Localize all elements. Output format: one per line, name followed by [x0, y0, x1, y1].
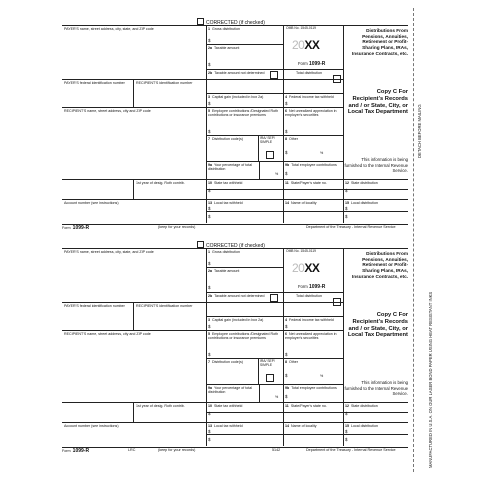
- col-divider: [283, 248, 284, 446]
- box-4-label: 4 Federal income tax withheld: [285, 318, 334, 322]
- box-10-label: 10 State tax withheld: [208, 404, 243, 408]
- checkbox-icon: [197, 241, 204, 248]
- box-8-label: 8 Other: [285, 137, 298, 141]
- box-15-label: 15 Local distribution: [345, 424, 378, 428]
- row-divider: [206, 161, 343, 162]
- footer-department: Department of the Treasury - Internal Revenue Service: [306, 225, 396, 229]
- irs-notice: This information is being furnished to the Internal Revenue Service.: [344, 157, 408, 174]
- col-divider: [343, 25, 344, 223]
- box-3-dollar: $: [208, 101, 211, 106]
- col-divider: [343, 248, 344, 446]
- box-2b-total-label: Total distribution: [296, 294, 322, 298]
- omb-number: OMB No. 1545-0119: [286, 249, 316, 253]
- box-2b-label: 2b Taxable amount not determined: [208, 71, 265, 75]
- box-2b-total-checkbox[interactable]: [333, 298, 341, 306]
- copy-designation: Copy C For Recipient's Records and / or State, City, or Local Tax Department: [347, 89, 408, 116]
- box-15-dollar-2: $: [345, 214, 348, 219]
- box-2a-label: 2a Taxable amount: [208, 46, 240, 50]
- box-2b-checkbox[interactable]: [270, 294, 278, 302]
- footer-form-name: Form 1099-R: [62, 225, 90, 231]
- box-4-dollar: $: [285, 324, 288, 329]
- footer-keep: (keep for your records): [158, 225, 196, 229]
- box-13-label: 13 Local tax withheld: [208, 201, 243, 205]
- box-13-label: 13 Local tax withheld: [208, 424, 243, 428]
- box-9a-percent: %: [275, 172, 279, 176]
- col-divider: [133, 302, 134, 330]
- perforation-line: [413, 8, 414, 472]
- checkbox-icon: [197, 18, 204, 25]
- box-9b-label: 9b Total employee contributions: [285, 163, 337, 167]
- row-divider: [206, 69, 343, 70]
- copy-designation: Copy C For Recipient's Records and / or State, City, or Local Tax Department: [347, 312, 408, 339]
- box-2a-dollar: $: [208, 62, 211, 67]
- box-7-ira-label: IRA/ SEP/ SIMPLE: [260, 359, 275, 367]
- box-12-label: 12 State distribution: [345, 181, 378, 185]
- box-14-label: 14 Name of locality: [285, 201, 317, 205]
- box-1-dollar: $: [208, 261, 211, 266]
- box-13-dollar: $: [208, 206, 211, 211]
- box-8-dollar: $: [285, 150, 288, 155]
- omb-number: OMB No. 1545-0119: [286, 26, 316, 30]
- box-1-label: 1 Gross distribution: [208, 250, 240, 254]
- tax-year: 20XX: [292, 38, 320, 52]
- box-3-label: 3 Capital gain (included in box 2a): [208, 95, 264, 99]
- payer-tin-label: PAYER'S federal identification number: [64, 304, 125, 308]
- payer-label: PAYER'S name, street address, city, state, and ZIP code: [64, 250, 154, 254]
- row-divider: [206, 93, 343, 94]
- row-divider: [62, 199, 408, 200]
- box-2a-label: 2a Taxable amount: [208, 269, 240, 273]
- box-14-label: 14 Name of locality: [285, 424, 317, 428]
- box-10-label: 10 State tax withheld: [208, 181, 243, 185]
- box-11-label: 11 State/Payer's state no.: [285, 404, 327, 408]
- col-divider: [133, 179, 134, 199]
- box-15-dollar: $: [345, 429, 348, 434]
- box-13-dollar-2: $: [208, 437, 211, 442]
- account-label: Account number (see instructions): [64, 424, 119, 428]
- row-divider: [62, 302, 343, 303]
- first-year-label: 1st year of desig. Roth contrib.: [136, 404, 185, 408]
- box-6-dollar: $: [285, 352, 288, 357]
- box-3-dollar: $: [208, 324, 211, 329]
- recipient-tin-label: RECIPIENT'S identification number: [136, 81, 193, 85]
- row-divider: [206, 292, 343, 293]
- box-10-dollar: $: [208, 411, 211, 416]
- col-divider: [206, 25, 207, 223]
- box-8-percent: %: [320, 374, 324, 378]
- form-title: Distributions From Pensions, Annuities, Retirement or Profit-Sharing Plans, IRAs, Insurance Contracts, etc.: [352, 28, 409, 56]
- box-5-label: 5 Employee contributions /Designated Roth contributions or insurance premiums: [208, 109, 279, 118]
- box-7-label: 7 Distribution code(s): [208, 137, 243, 141]
- col-divider: [206, 248, 207, 446]
- box-3-label: 3 Capital gain (included in box 2a): [208, 318, 264, 322]
- form-title: Distributions From Pensions, Annuities, Retirement or Profit-Sharing Plans, IRAs, Insurance Contracts, etc.: [352, 251, 409, 279]
- row-divider: [62, 107, 343, 108]
- box-15-dollar-2: $: [345, 437, 348, 442]
- box-8-dollar: $: [285, 373, 288, 378]
- box-2b-total-label: Total distribution: [296, 71, 322, 75]
- first-year-label: 1st year of desig. Roth contrib.: [136, 181, 185, 185]
- box-5-label: 5 Employee contributions /Designated Roth contributions or insurance premiums: [208, 332, 279, 341]
- row-divider: [62, 79, 343, 80]
- box-4-label: 4 Federal income tax withheld: [285, 95, 334, 99]
- box-9b-label: 9b Total employee contributions: [285, 386, 337, 390]
- recipient-label: RECIPIENT'S name, street address, city and ZIP code: [64, 332, 151, 336]
- row-divider: [206, 434, 408, 435]
- row-divider: [62, 422, 408, 423]
- box-6-label: 6 Net unrealized appreciation in employer's securities: [285, 332, 337, 341]
- footer-lrc: LRC: [128, 448, 136, 452]
- col-divider: [133, 402, 134, 422]
- box-13-dollar-2: $: [208, 214, 211, 219]
- tax-year: 20XX: [292, 261, 320, 275]
- row-divider: [206, 384, 343, 385]
- footer-code: 5142: [272, 448, 281, 452]
- corrected-checkbox[interactable]: CORRECTED (if checked): [197, 241, 265, 249]
- box-5-dollar: $: [208, 352, 211, 357]
- payer-tin-label: PAYER'S federal identification number: [64, 81, 125, 85]
- row-divider: [62, 402, 408, 403]
- form-copy-top: [62, 20, 409, 231]
- box-11-label: 11 State/Payer's state no.: [285, 181, 327, 185]
- box-8-percent: %: [320, 151, 324, 155]
- box-6-label: 6 Net unrealized appreciation in employer's securities: [285, 109, 337, 118]
- account-label: Account number (see instructions): [64, 201, 119, 205]
- box-12-dollar: $: [345, 188, 348, 193]
- box-6-dollar: $: [285, 129, 288, 134]
- box-9a-label: 9a Your percentage of total distribution: [208, 386, 253, 395]
- row-divider: [206, 44, 283, 45]
- side-manufacturer-text: MANUFACTURED IN U.S.A. ON OUR LASER BOND PAPER USING HEAT RESISTANT INKS: [428, 291, 433, 468]
- form-copy-bottom: [62, 243, 409, 454]
- irs-notice: This information is being furnished to the Internal Revenue Service.: [344, 380, 408, 397]
- box-5-dollar: $: [208, 129, 211, 134]
- footer-form-name: Form 1099-R: [62, 448, 90, 454]
- box-7-ira-label: IRA/ SEP/ SIMPLE: [260, 136, 275, 144]
- row-divider: [206, 412, 408, 413]
- box-9a-percent: %: [275, 395, 279, 399]
- box-9a-label: 9a Your percentage of total distribution: [208, 163, 253, 172]
- ira-checkbox[interactable]: [266, 374, 274, 382]
- form-name: Form 1099-R: [298, 61, 326, 67]
- side-detach-text: DETACH BEFORE MAILING: [417, 104, 422, 158]
- form-name: Form 1099-R: [298, 284, 326, 290]
- box-7-label: 7 Distribution code(s): [208, 360, 243, 364]
- box-7-divider: [258, 135, 259, 161]
- payer-label: PAYER'S name, street address, city, state, and ZIP code: [64, 27, 154, 31]
- box-12-label: 12 State distribution: [345, 404, 378, 408]
- ira-checkbox[interactable]: [266, 151, 274, 159]
- recipient-label: RECIPIENT'S name, street address, city and ZIP code: [64, 109, 151, 113]
- box-2b-checkbox[interactable]: [270, 71, 278, 79]
- box-13-dollar: $: [208, 429, 211, 434]
- recipient-tin-label: RECIPIENT'S identification number: [136, 304, 193, 308]
- box-1-dollar: $: [208, 38, 211, 43]
- box-10-dollar: $: [208, 188, 211, 193]
- row-divider: [206, 211, 408, 212]
- col-divider: [283, 25, 284, 223]
- box-9b-dollar: $: [285, 394, 288, 399]
- row-divider: [206, 267, 283, 268]
- row-divider: [62, 330, 343, 331]
- box-2b-label: 2b Taxable amount not determined: [208, 294, 265, 298]
- box-15-dollar: $: [345, 206, 348, 211]
- box-8-label: 8 Other: [285, 360, 298, 364]
- footer-keep: (keep for your records): [158, 448, 196, 452]
- box-2a-dollar: $: [208, 285, 211, 290]
- box-2b-total-checkbox[interactable]: [333, 75, 341, 83]
- box-9b-dollar: $: [285, 171, 288, 176]
- box-15-label: 15 Local distribution: [345, 201, 378, 205]
- footer-department: Department of the Treasury - Internal Revenue Service: [306, 448, 396, 452]
- corrected-checkbox[interactable]: CORRECTED (if checked): [197, 18, 265, 26]
- row-divider: [62, 179, 408, 180]
- box-7-divider: [258, 358, 259, 384]
- row-divider: [206, 316, 343, 317]
- row-divider: [206, 189, 408, 190]
- box-12-dollar: $: [345, 411, 348, 416]
- col-divider: [133, 79, 134, 107]
- box-4-dollar: $: [285, 101, 288, 106]
- box-1-label: 1 Gross distribution: [208, 27, 240, 31]
